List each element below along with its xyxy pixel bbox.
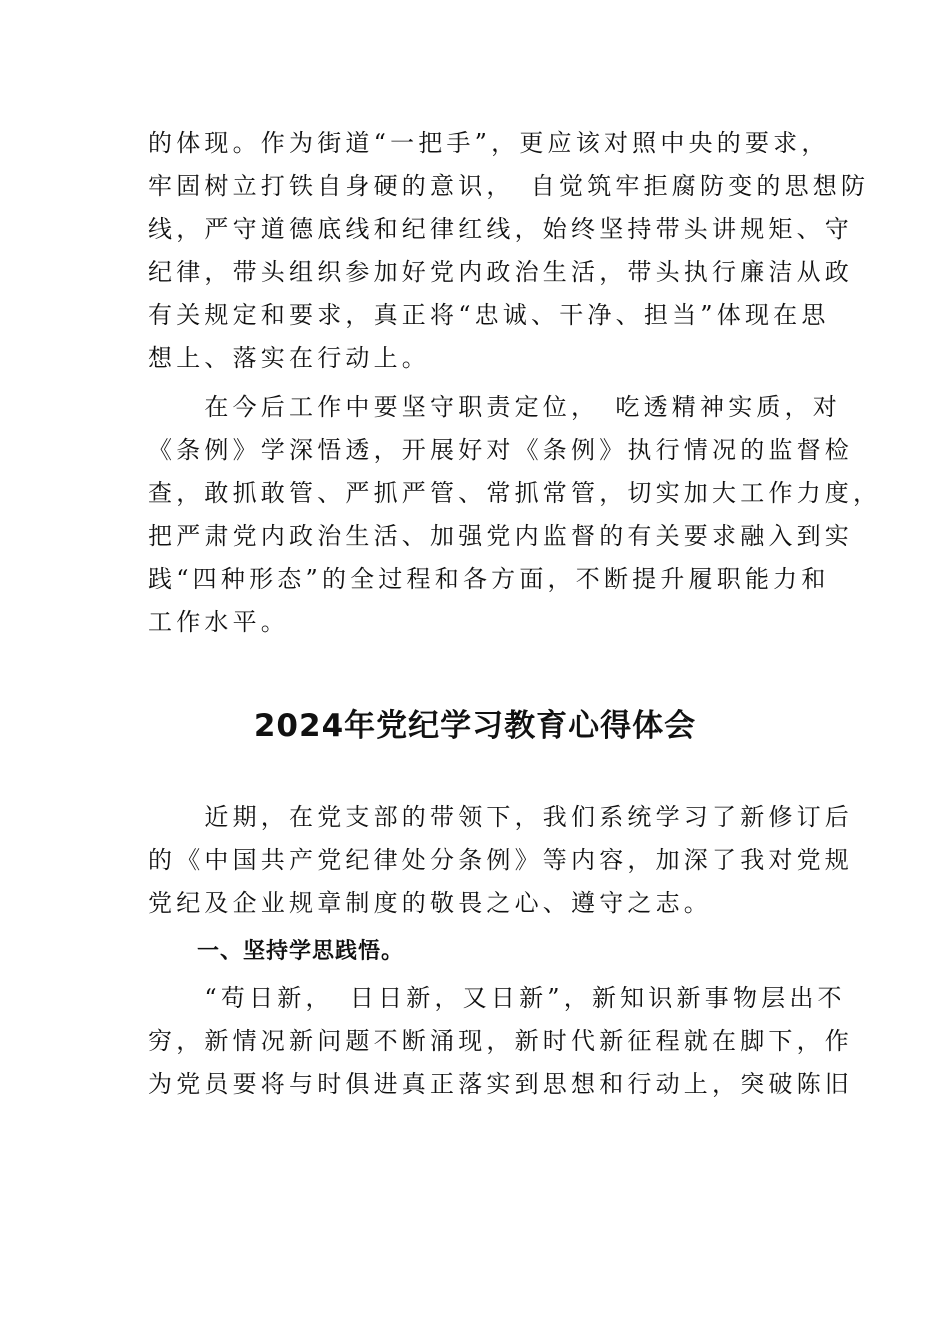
document-title: 2024年党纪学习教育心得体会 [253,708,697,744]
body-text-line: 为党员要将与时俱进真正落实到思想和行动上，突破陈旧 [148,1070,853,1098]
body-text-line: 纪律，带头组织参加好党内政治生活，带头执行廉洁从政 [148,258,853,286]
body-text-line: 近期，在党支部的带领下，我们系统学习了新修订后 [148,803,853,831]
body-text-line: 有关规定和要求，真正将“忠诚、干净、担当”体现在思 [148,301,830,329]
body-text-line: 《条例》学深悟透，开展好对《条例》执行情况的监督检 [148,436,853,464]
body-text-line: 党纪及企业规章制度的敬畏之心、遵守之志。 [148,889,712,917]
body-text-line: 工作水平。 [148,608,289,636]
body-text-line: 的《中国共产党纪律处分条例》等内容，加深了我对党规 [148,846,853,874]
body-text-line: 线，严守道德底线和纪律红线，始终坚持带头讲规矩、守 [148,215,853,243]
body-text-line: “苟日新， 日日新，又日新”，新知识新事物层出不 [148,984,846,1012]
body-text-line: 践“四种形态”的全过程和各方面，不断提升履职能力和 [148,565,830,593]
body-text-line: 牢固树立打铁自身硬的意识， 自觉筑牢拒腐防变的思想防 [148,172,870,200]
body-text-line: 查，敢抓敢管、严抓严管、常抓常管，切实加大工作力度， [148,479,882,507]
section-heading: 一、坚持学思践悟。 [197,939,405,964]
body-text-line: 想上、落实在行动上。 [148,344,430,372]
body-text-line: 把严肃党内政治生活、加强党内监督的有关要求融入到实 [148,522,853,550]
body-text-line: 的体现。作为街道“一把手”，更应该对照中央的要求， [148,129,830,157]
body-text-line: 在今后工作中要坚守职责定位， 吃透精神实质，对 [148,393,841,421]
body-text-line: 穷，新情况新问题不断涌现，新时代新征程就在脚下，作 [148,1027,853,1055]
